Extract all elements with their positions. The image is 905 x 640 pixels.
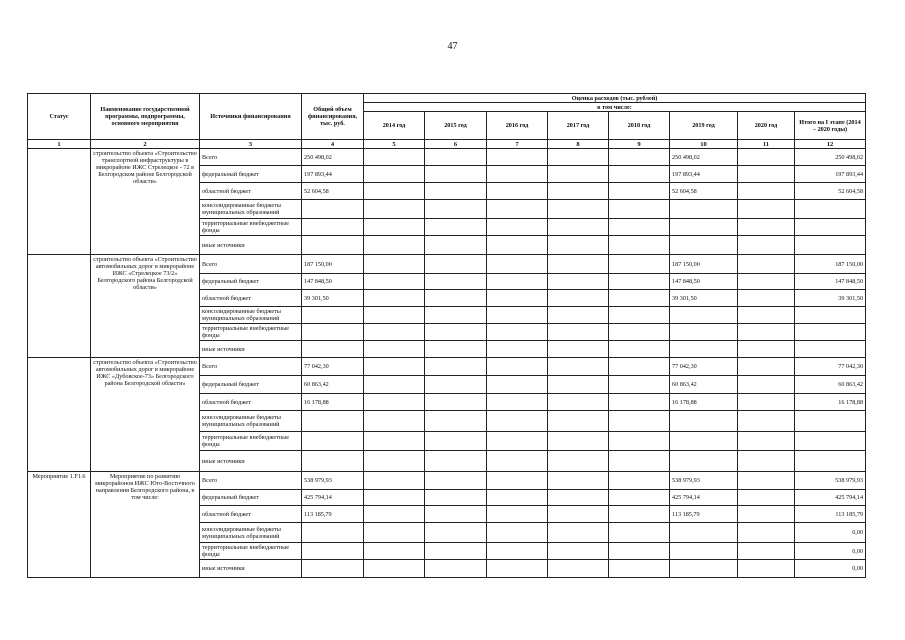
year-cell xyxy=(364,560,425,578)
year-cell xyxy=(548,307,609,324)
year-cell xyxy=(364,290,425,307)
year-2019-cell: 52 604,58 xyxy=(670,183,738,200)
year-cell xyxy=(364,200,425,219)
stage-total-cell: 250 498,02 xyxy=(795,149,866,166)
year-cell xyxy=(609,236,670,255)
column-number: 5 xyxy=(364,140,425,149)
year-cell xyxy=(487,394,548,411)
year-cell xyxy=(487,341,548,358)
source-cell: федеральный бюджет xyxy=(200,274,302,290)
year-cell xyxy=(364,506,425,523)
year-cell xyxy=(425,432,487,451)
year-cell xyxy=(548,324,609,341)
year-2019-cell: 60 863,42 xyxy=(670,376,738,394)
table-row xyxy=(28,358,866,376)
year-cell xyxy=(548,341,609,358)
status-cell xyxy=(28,255,91,358)
year-cell xyxy=(487,219,548,236)
year-2019-cell xyxy=(670,560,738,578)
stage-total-cell xyxy=(795,219,866,236)
stage-total-cell: 16 178,88 xyxy=(795,394,866,411)
description-cell: строительство объекта «Строительство автомобильных дорог в микрорайоне ИЖС «Дубовское-73» Белгородского района Белгородской области» xyxy=(91,358,200,472)
column-number: 2 xyxy=(91,140,200,149)
year-cell xyxy=(738,200,795,219)
total-cell xyxy=(302,543,364,560)
stage-total-cell xyxy=(795,341,866,358)
source-cell: территориальные внебюджетные фонды xyxy=(200,324,302,341)
description-cell: строительство объекта «Строительство транспортной инфраструктуры в микрорайоне ИЖС Стрелецкое - 72 в Белгородском районе Белгородской области» xyxy=(91,149,200,255)
stage-total-cell: 52 604,58 xyxy=(795,183,866,200)
year-cell xyxy=(609,290,670,307)
year-cell xyxy=(425,490,487,506)
year-cell xyxy=(738,506,795,523)
year-2019-cell xyxy=(670,307,738,324)
year-cell xyxy=(738,411,795,432)
year-cell xyxy=(609,506,670,523)
source-cell: Всего xyxy=(200,149,302,166)
year-cell xyxy=(738,255,795,274)
year-cell xyxy=(364,324,425,341)
year-cell xyxy=(738,394,795,411)
year-cell xyxy=(609,358,670,376)
stage-total-cell: 113 185,79 xyxy=(795,506,866,523)
header-year: 2018 год xyxy=(609,112,670,140)
year-2019-cell: 77 042,30 xyxy=(670,358,738,376)
year-cell xyxy=(425,376,487,394)
year-cell xyxy=(548,451,609,472)
source-cell: иные источники xyxy=(200,451,302,472)
year-cell xyxy=(738,219,795,236)
year-2019-cell xyxy=(670,341,738,358)
year-2019-cell: 39 301,50 xyxy=(670,290,738,307)
year-cell xyxy=(487,411,548,432)
year-cell xyxy=(364,490,425,506)
year-cell xyxy=(738,523,795,543)
year-cell xyxy=(487,200,548,219)
year-cell xyxy=(738,432,795,451)
year-cell xyxy=(609,255,670,274)
source-cell: консолидированные бюджеты муниципальных образований xyxy=(200,200,302,219)
year-2019-cell: 187 150,00 xyxy=(670,255,738,274)
year-cell xyxy=(548,219,609,236)
total-cell xyxy=(302,560,364,578)
total-cell xyxy=(302,307,364,324)
year-cell xyxy=(364,543,425,560)
table-row xyxy=(28,255,866,274)
total-cell: 187 150,00 xyxy=(302,255,364,274)
year-cell xyxy=(487,290,548,307)
year-cell xyxy=(609,472,670,490)
year-cell xyxy=(487,324,548,341)
year-cell xyxy=(425,451,487,472)
source-cell: территориальные внебюджетные фонды xyxy=(200,219,302,236)
year-cell xyxy=(425,324,487,341)
column-number: 11 xyxy=(738,140,795,149)
year-cell xyxy=(738,183,795,200)
source-cell: территориальные внебюджетные фонды xyxy=(200,432,302,451)
year-cell xyxy=(487,490,548,506)
stage-total-cell xyxy=(795,411,866,432)
header-year: 2020 год xyxy=(738,112,795,140)
year-cell xyxy=(609,341,670,358)
total-cell: 197 893,44 xyxy=(302,166,364,183)
page-number: 47 xyxy=(447,41,458,52)
description-cell: строительство объекта «Строительство автомобильных дорог в микрорайоне ИЖС «Стрелецкое 73/2» Белгородского района Белгородской области» xyxy=(91,255,200,358)
year-cell xyxy=(609,219,670,236)
header-estimate: Оценка расходов (тыс. рублей) xyxy=(364,94,866,103)
year-cell xyxy=(364,394,425,411)
total-cell xyxy=(302,451,364,472)
year-cell xyxy=(609,490,670,506)
total-cell xyxy=(302,432,364,451)
year-2019-cell: 147 848,50 xyxy=(670,274,738,290)
year-cell xyxy=(738,376,795,394)
year-2019-cell xyxy=(670,219,738,236)
header-year: 2019 год xyxy=(670,112,738,140)
year-cell xyxy=(364,451,425,472)
year-cell xyxy=(425,394,487,411)
year-cell xyxy=(609,307,670,324)
year-2019-cell xyxy=(670,523,738,543)
year-2019-cell: 538 979,93 xyxy=(670,472,738,490)
header-including: в том числе: xyxy=(364,103,866,112)
year-cell xyxy=(548,472,609,490)
year-2019-cell xyxy=(670,236,738,255)
total-cell xyxy=(302,200,364,219)
year-cell xyxy=(425,358,487,376)
year-cell xyxy=(425,274,487,290)
year-cell xyxy=(425,523,487,543)
year-2019-cell: 250 498,02 xyxy=(670,149,738,166)
total-cell: 16 178,88 xyxy=(302,394,364,411)
source-cell: иные источники xyxy=(200,236,302,255)
year-cell xyxy=(609,149,670,166)
year-2019-cell xyxy=(670,200,738,219)
year-cell xyxy=(548,490,609,506)
total-cell xyxy=(302,219,364,236)
year-cell xyxy=(487,472,548,490)
header-year: 2014 год xyxy=(364,112,425,140)
total-cell xyxy=(302,523,364,543)
year-cell xyxy=(609,166,670,183)
year-cell xyxy=(738,472,795,490)
year-cell xyxy=(548,411,609,432)
year-cell xyxy=(609,523,670,543)
year-cell xyxy=(548,255,609,274)
source-cell: областной бюджет xyxy=(200,290,302,307)
total-cell xyxy=(302,411,364,432)
year-cell xyxy=(425,472,487,490)
stage-total-cell xyxy=(795,236,866,255)
year-cell xyxy=(487,274,548,290)
year-cell xyxy=(609,324,670,341)
stage-total-cell: 39 301,50 xyxy=(795,290,866,307)
stage-total-cell: 77 042,30 xyxy=(795,358,866,376)
year-cell xyxy=(609,432,670,451)
description-cell: Мероприятие по развитию микрорайонов ИЖС Юго-Восточного направления Белгородского района, в том числе: xyxy=(91,472,200,578)
year-2019-cell: 16 178,88 xyxy=(670,394,738,411)
year-cell xyxy=(738,166,795,183)
year-cell xyxy=(487,432,548,451)
stage-total-cell xyxy=(795,200,866,219)
column-number: 10 xyxy=(670,140,738,149)
year-cell xyxy=(487,236,548,255)
year-cell xyxy=(364,183,425,200)
year-cell xyxy=(548,290,609,307)
header-year: 2015 год xyxy=(425,112,487,140)
total-cell: 77 042,30 xyxy=(302,358,364,376)
year-cell xyxy=(364,149,425,166)
stage-total-cell xyxy=(795,307,866,324)
source-cell: территориальные внебюджетные фонды xyxy=(200,543,302,560)
year-cell xyxy=(548,200,609,219)
year-cell xyxy=(364,523,425,543)
year-2019-cell xyxy=(670,432,738,451)
total-cell: 60 863,42 xyxy=(302,376,364,394)
year-cell xyxy=(487,506,548,523)
year-cell xyxy=(548,523,609,543)
year-cell xyxy=(487,166,548,183)
status-cell xyxy=(28,358,91,472)
stage-total-cell: 425 794,14 xyxy=(795,490,866,506)
year-cell xyxy=(487,307,548,324)
year-cell xyxy=(609,376,670,394)
year-cell xyxy=(425,543,487,560)
source-cell: Всего xyxy=(200,255,302,274)
year-cell xyxy=(487,183,548,200)
total-cell: 425 794,14 xyxy=(302,490,364,506)
year-cell xyxy=(364,376,425,394)
source-cell: консолидированные бюджеты муниципальных образований xyxy=(200,411,302,432)
column-number: 12 xyxy=(795,140,866,149)
year-cell xyxy=(738,490,795,506)
total-cell: 39 301,50 xyxy=(302,290,364,307)
year-cell xyxy=(548,274,609,290)
total-cell xyxy=(302,341,364,358)
year-cell xyxy=(425,236,487,255)
stage-total-cell: 147 848,50 xyxy=(795,274,866,290)
year-cell xyxy=(609,451,670,472)
year-cell xyxy=(425,341,487,358)
year-cell xyxy=(609,411,670,432)
source-cell: иные источники xyxy=(200,560,302,578)
year-cell xyxy=(738,560,795,578)
header-total: Общий объем финансирования, тыс. руб. xyxy=(302,94,364,140)
year-cell xyxy=(609,560,670,578)
header-stage-total: Итого на I этапе (2014 – 2020 годы) xyxy=(795,112,866,140)
year-2019-cell xyxy=(670,411,738,432)
stage-total-cell: 0,00 xyxy=(795,560,866,578)
year-cell xyxy=(548,394,609,411)
year-cell xyxy=(425,560,487,578)
stage-total-cell xyxy=(795,432,866,451)
year-cell xyxy=(487,451,548,472)
year-2019-cell: 425 794,14 xyxy=(670,490,738,506)
source-cell: федеральный бюджет xyxy=(200,490,302,506)
total-cell xyxy=(302,236,364,255)
stage-total-cell: 0,00 xyxy=(795,543,866,560)
year-cell xyxy=(609,543,670,560)
year-cell xyxy=(364,219,425,236)
year-cell xyxy=(425,411,487,432)
stage-total-cell: 197 893,44 xyxy=(795,166,866,183)
year-2019-cell xyxy=(670,451,738,472)
source-cell: областной бюджет xyxy=(200,506,302,523)
source-cell: консолидированные бюджеты муниципальных образований xyxy=(200,523,302,543)
year-cell xyxy=(364,411,425,432)
year-cell xyxy=(425,200,487,219)
year-cell xyxy=(609,394,670,411)
year-cell xyxy=(487,149,548,166)
year-cell xyxy=(548,432,609,451)
total-cell: 113 185,79 xyxy=(302,506,364,523)
year-cell xyxy=(364,307,425,324)
stage-total-cell: 538 979,93 xyxy=(795,472,866,490)
year-cell xyxy=(364,166,425,183)
table-body xyxy=(28,149,866,578)
year-cell xyxy=(548,506,609,523)
header-sources: Источники финансирования xyxy=(200,94,302,140)
source-cell: федеральный бюджет xyxy=(200,166,302,183)
total-cell: 538 979,93 xyxy=(302,472,364,490)
column-number: 4 xyxy=(302,140,364,149)
year-cell xyxy=(487,560,548,578)
year-cell xyxy=(609,183,670,200)
column-number: 8 xyxy=(548,140,609,149)
year-cell xyxy=(487,376,548,394)
column-number: 6 xyxy=(425,140,487,149)
year-cell xyxy=(364,432,425,451)
year-cell xyxy=(738,341,795,358)
year-cell xyxy=(609,200,670,219)
header-name: Наименование государственной программы, подпрограммы, основного мероприятия xyxy=(91,94,200,140)
year-cell xyxy=(364,236,425,255)
year-cell xyxy=(738,358,795,376)
header-year: 2016 год xyxy=(487,112,548,140)
year-cell xyxy=(738,236,795,255)
year-cell xyxy=(548,543,609,560)
year-cell xyxy=(425,290,487,307)
year-cell xyxy=(738,543,795,560)
total-cell: 147 848,50 xyxy=(302,274,364,290)
status-cell: Мероприятие 1.F1.6 xyxy=(28,472,91,578)
year-cell xyxy=(487,358,548,376)
total-cell: 250 498,02 xyxy=(302,149,364,166)
year-cell xyxy=(425,255,487,274)
year-cell xyxy=(738,290,795,307)
total-cell xyxy=(302,324,364,341)
year-cell xyxy=(548,358,609,376)
year-cell xyxy=(364,358,425,376)
stage-total-cell xyxy=(795,451,866,472)
stage-total-cell: 60 863,42 xyxy=(795,376,866,394)
source-cell: консолидированные бюджеты муниципальных образований xyxy=(200,307,302,324)
year-cell xyxy=(364,274,425,290)
year-cell xyxy=(738,274,795,290)
year-cell xyxy=(364,472,425,490)
year-cell xyxy=(548,376,609,394)
year-2019-cell: 113 185,79 xyxy=(670,506,738,523)
column-number: 3 xyxy=(200,140,302,149)
table-row xyxy=(28,149,866,166)
year-2019-cell xyxy=(670,543,738,560)
year-cell xyxy=(548,236,609,255)
column-number: 7 xyxy=(487,140,548,149)
year-cell xyxy=(738,149,795,166)
year-cell xyxy=(425,219,487,236)
stage-total-cell: 0,00 xyxy=(795,523,866,543)
year-2019-cell: 197 893,44 xyxy=(670,166,738,183)
year-cell xyxy=(425,183,487,200)
year-cell xyxy=(738,324,795,341)
source-cell: иные источники xyxy=(200,341,302,358)
year-cell xyxy=(425,307,487,324)
year-cell xyxy=(425,149,487,166)
year-cell xyxy=(364,341,425,358)
stage-total-cell: 187 150,00 xyxy=(795,255,866,274)
year-cell xyxy=(487,255,548,274)
source-cell: федеральный бюджет xyxy=(200,376,302,394)
year-cell xyxy=(425,506,487,523)
financing-table xyxy=(27,93,866,578)
total-cell: 52 604,58 xyxy=(302,183,364,200)
status-cell xyxy=(28,149,91,255)
source-cell: Всего xyxy=(200,472,302,490)
year-cell xyxy=(548,166,609,183)
year-cell xyxy=(548,183,609,200)
table-row xyxy=(28,472,866,490)
column-number: 9 xyxy=(609,140,670,149)
source-cell: Всего xyxy=(200,358,302,376)
year-2019-cell xyxy=(670,324,738,341)
header-status: Статус xyxy=(28,94,91,140)
year-cell xyxy=(548,560,609,578)
year-cell xyxy=(738,307,795,324)
source-cell: областной бюджет xyxy=(200,183,302,200)
year-cell xyxy=(487,523,548,543)
year-cell xyxy=(548,149,609,166)
year-cell xyxy=(738,451,795,472)
column-number: 1 xyxy=(28,140,91,149)
year-cell xyxy=(609,274,670,290)
header-year: 2017 год xyxy=(548,112,609,140)
year-cell xyxy=(425,166,487,183)
year-cell xyxy=(487,543,548,560)
year-cell xyxy=(364,255,425,274)
stage-total-cell xyxy=(795,324,866,341)
source-cell: областной бюджет xyxy=(200,394,302,411)
